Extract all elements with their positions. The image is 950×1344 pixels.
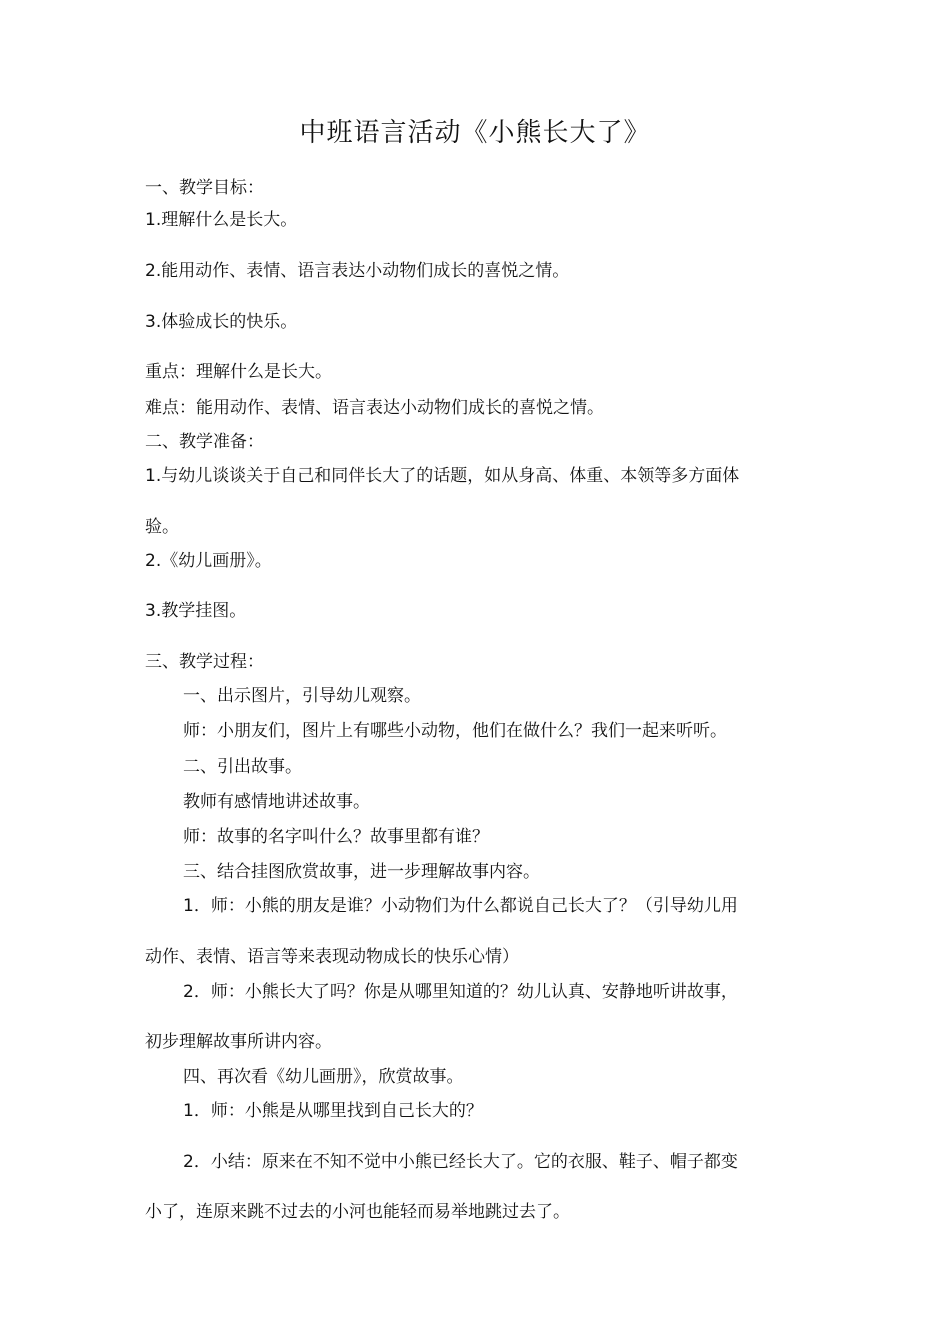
process-text: 1．师：小熊的朋友是谁？小动物们为什么都说自己长大了？（引导幼儿用 (183, 896, 738, 916)
document-title: 中班语言活动《小熊长大了》 (299, 118, 651, 148)
process-step: 三、结合挂图欣赏故事，进一步理解故事内容。 (183, 862, 540, 882)
process-text-continued: 动作、表情、语言等来表现动物成长的快乐心情） (145, 947, 519, 967)
process-text-continued: 初步理解故事所讲内容。 (145, 1032, 332, 1052)
process-step: 一、出示图片，引导幼儿观察。 (183, 686, 421, 706)
process-text: 1．师：小熊是从哪里找到自己长大的？ (183, 1101, 483, 1121)
objective-item: 3.体验成长的快乐。 (145, 312, 298, 332)
process-text: 师：故事的名字叫什么？故事里都有谁？ (183, 827, 489, 847)
preparation-item: 3.教学挂图。 (145, 601, 247, 621)
process-text: 2．师：小熊长大了吗？你是从哪里知道的？幼儿认真、安静地听讲故事， (183, 982, 738, 1002)
process-text-continued: 小了，连原来跳不过去的小河也能轻而易举地跳过去了。 (145, 1202, 570, 1222)
section-heading-objectives: 一、教学目标： (145, 178, 264, 198)
process-text: 师：小朋友们，图片上有哪些小动物，他们在做什么？我们一起来听听。 (183, 721, 727, 741)
preparation-item: 1.与幼儿谈谈关于自己和同伴长大了的话题，如从身高、体重、本领等多方面体 (145, 466, 740, 486)
objective-item: 1.理解什么是长大。 (145, 210, 298, 230)
process-text: 教师有感情地讲述故事。 (183, 792, 370, 812)
process-step: 四、再次看《幼儿画册》，欣赏故事。 (183, 1067, 464, 1087)
process-text: 2．小结：原来在不知不觉中小熊已经长大了。它的衣服、鞋子、帽子都变 (183, 1152, 738, 1172)
section-heading-process: 三、教学过程： (145, 652, 264, 672)
key-point: 重点：理解什么是长大。 (145, 362, 332, 382)
preparation-item: 2.《幼儿画册》。 (145, 551, 272, 571)
process-step: 二、引出故事。 (183, 757, 302, 777)
section-heading-preparation: 二、教学准备： (145, 432, 264, 452)
objective-item: 2.能用动作、表情、语言表达小动物们成长的喜悦之情。 (145, 261, 570, 281)
preparation-item-continued: 验。 (145, 517, 179, 537)
difficult-point: 难点：能用动作、表情、语言表达小动物们成长的喜悦之情。 (145, 398, 604, 418)
